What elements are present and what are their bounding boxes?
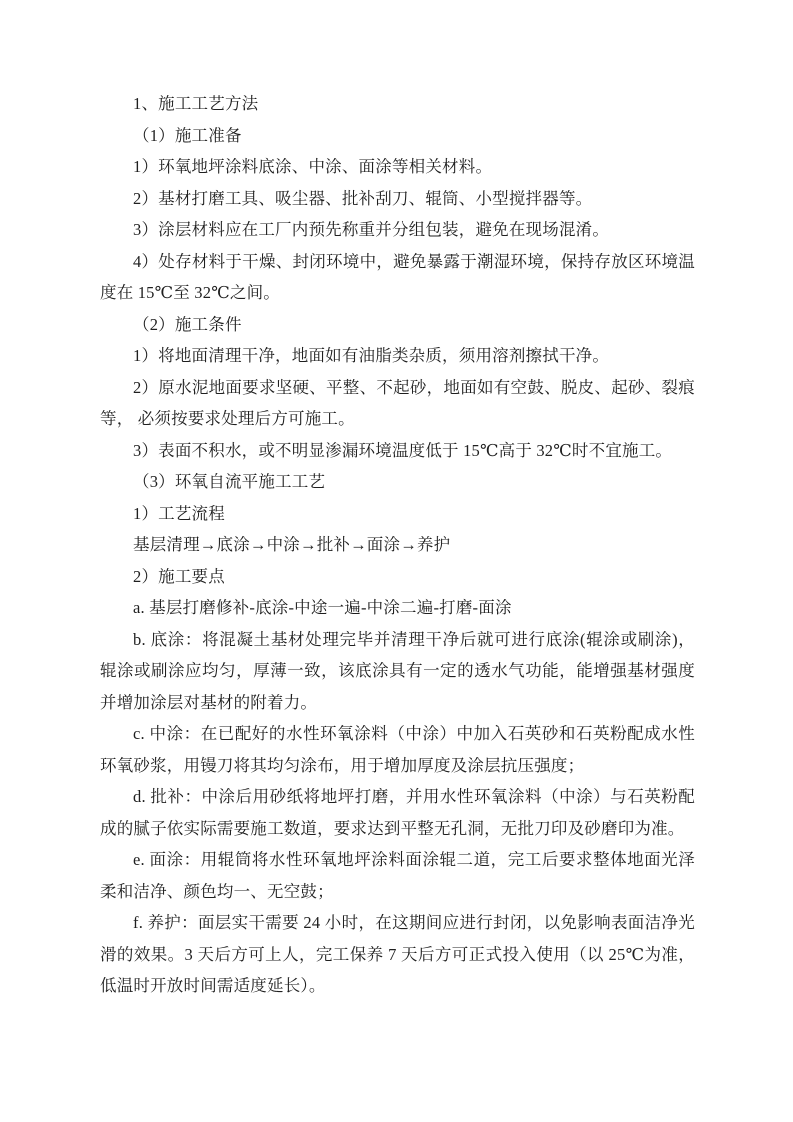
paragraph: 3）涂层材料应在工厂内预先称重并分组包装，避免在现场混淆。 [133, 220, 610, 239]
paragraph: 1）环氧地坪涂料底涂、中涂、面涂等相关材料。 [133, 157, 493, 176]
paragraph: 2）基材打磨工具、吸尘器、批补刮刀、辊筒、小型搅拌器等。 [133, 188, 593, 208]
paragraph: 4）处存材料于干燥、封闭环境中，避免暴露于潮湿环境，保持存放区环境温度在 15℃至 32℃之间。 [100, 251, 695, 302]
paragraph: 1）工艺流程 [133, 503, 225, 523]
text-block [100, 88, 695, 1002]
paragraph: （3）环氧自流平施工工艺 [133, 472, 326, 491]
paragraph: （1）施工准备 [133, 125, 242, 145]
paragraph: 2）施工要点 [133, 566, 225, 586]
paragraph: b. 底涂：将混凝土基材处理完毕并清理干净后就可进行底涂(辊涂或刷涂)，辊涂或刷涂应均匀，厚薄一致，该底涂具有一定的透水气功能，能增强基材强度并增加涂层对基材的附着力。 [100, 629, 695, 712]
paragraph: e. 面涂：用辊筒将水性环氧地坪涂料面涂辊二道，完工后要求整体地面光泽柔和洁净、颜色均一、无空鼓； [100, 850, 695, 901]
paragraph: 基层清理→底涂→中涂→批补→面涂→养护 [133, 535, 451, 554]
paragraph: 1）将地面清理干净，地面如有油脂类杂质，须用溶剂擦拭干净。 [133, 346, 610, 365]
paragraph: f. 养护：面层实干需要 24 小时，在这期间应进行封闭，以免影响表面洁净光滑的效果。3 天后方可上人，完工保养 7 天后方可正式投入使用（以 25℃为准，低温时开放时间需适度延长）。 [100, 913, 695, 995]
paragraph: 2）原水泥地面要求坚硬、平整、不起砂，地面如有空鼓、脱皮、起砂、裂痕等， 必须按要求处理后方可施工。 [100, 377, 695, 428]
paragraph: 3）表面不积水，或不明显渗漏环境温度低于 15℃高于 32℃时不宜施工。 [133, 440, 673, 460]
paragraph: （2）施工条件 [133, 314, 242, 334]
paragraph: d. 批补：中涂后用砂纸将地坪打磨，并用水性环氧涂料（中涂）与石英粉配成的腻子依实际需要施工数道，要求达到平整无孔洞，无批刀印及砂磨印为准。 [100, 787, 695, 838]
paragraph: 1、施工工艺方法 [133, 94, 259, 113]
paragraph: c. 中涂：在已配好的水性环氧涂料（中涂）中加入石英砂和石英粉配成水性环氧砂浆，用镘刀将其均匀涂布，用于增加厚度及涂层抗压强度； [100, 724, 695, 775]
paragraph: a. 基层打磨修补-底涂-中途一遍-中涂二遍-打磨-面涂 [133, 598, 512, 617]
